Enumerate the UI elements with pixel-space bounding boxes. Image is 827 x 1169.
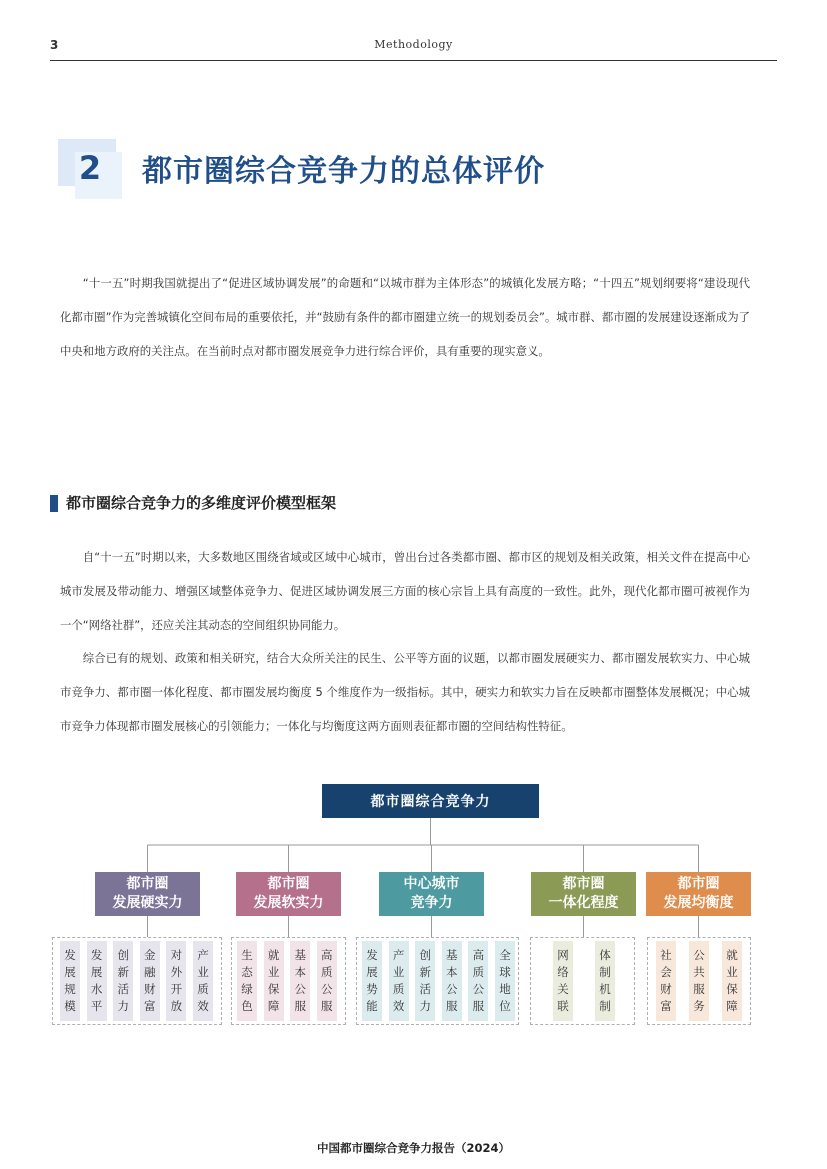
category-box	[646, 872, 751, 916]
category-label-line1: 中心城市	[403, 876, 460, 892]
chapter-number: 2	[78, 149, 102, 187]
indicator-label: 社会财富	[660, 948, 672, 1013]
indicator-item	[553, 941, 573, 1021]
chapter-title: 都市圈综合竞争力的总体评价	[142, 154, 545, 189]
indicator-item	[264, 941, 284, 1021]
indicator-group	[647, 937, 751, 1025]
running-title: Methodology	[374, 38, 453, 51]
indicator-label: 体制机制	[599, 948, 611, 1013]
indicator-item	[317, 941, 337, 1021]
category-label-line2: 发展均衡度	[663, 895, 734, 911]
indicator-label: 创新活力	[419, 948, 431, 1013]
indicator-label: 全球地位	[499, 948, 511, 1013]
intro-paragraph: “十一五”时期我国就提出了“促进区域协调发展”的命题和“以城市群为主体形态”的城镇化发展方略；“十四五”规划纲要将“建设现代化都市圈”作为完善城镇化空间布局的重要依托，并“鼓励有条件的都市圈建立统一的规划委员会”。城市群、都市圈的发展建设逐渐成为了中央和地方政府的关注点。在当前时点对都市圈发展竞争力进行综合评价，具有重要的现实意义。	[60, 276, 750, 358]
indicator-item	[656, 941, 676, 1021]
indicator-label: 对外开放	[170, 948, 183, 1013]
category-label-line2: 一体化程度	[548, 895, 619, 911]
indicator-group	[231, 937, 346, 1025]
section-paragraph-1: 自“十一五”时期以来，大多数地区围绕省域或区域中心城市，曾出台过各类都市圈、都市区的规划及相关政策，相关文件在提高中心城市发展及带动能力、增强区域整体竞争力、促进区域协调发展三方面的核心宗旨上具有高度的一致性。此外，现代化都市圈可被视作为一个“网络社群”，还应关注其动态的空间组织协同能力。	[60, 550, 750, 632]
category-box	[531, 872, 636, 916]
page-footer: 中国都市圈综合竞争力报告（2024）	[316, 1141, 510, 1155]
indicator-label: 网络关联	[557, 948, 569, 1013]
indicator-label: 发展势能	[366, 948, 378, 1013]
indicator-item	[113, 941, 133, 1021]
indicator-label: 基本公服	[446, 948, 458, 1013]
indicator-label: 创新活力	[117, 948, 129, 1013]
indicator-item	[689, 941, 709, 1021]
indicator-group	[530, 937, 635, 1025]
indicator-label: 就业保障	[267, 948, 280, 1013]
indicator-item	[166, 941, 186, 1021]
section-paragraph-2: 综合已有的规划、政策和相关研究，结合大众所关注的民生、公平等方面的议题，以都市圈发展硬实力、都市圈发展软实力、中心城市竞争力、都市圈一体化程度、都市圈发展均衡度 5 个维度作为一级指标。其中，硬实力和软实力旨在反映都市圈整体发展概况；中心城市竞争力体现都市圈发展核心的引领能力；一体化与均衡度这两方面则表征都市圈的空间结构性特征。	[60, 651, 750, 733]
indicator-item	[87, 941, 107, 1021]
category-box	[379, 872, 484, 916]
indicator-item	[722, 941, 742, 1021]
indicator-label: 金融财富	[144, 948, 156, 1013]
indicator-item	[389, 941, 409, 1021]
category-label-line2: 发展软实力	[253, 895, 324, 911]
indicator-label: 公共服务	[693, 948, 705, 1013]
page-number: 3	[50, 38, 59, 52]
indicator-item	[290, 941, 310, 1021]
indicator-label: 高质公服	[472, 948, 485, 1013]
category-label-line1: 都市圈	[126, 876, 169, 892]
section-marker	[50, 495, 58, 512]
category-label-line1: 都市圈	[562, 876, 605, 892]
indicator-item	[495, 941, 515, 1021]
diagram-root-box: 都市圈综合竞争力	[322, 784, 539, 818]
indicator-label: 发展规模	[64, 948, 76, 1013]
indicator-label: 就业保障	[726, 948, 738, 1013]
category-label-line1: 都市圈	[267, 876, 310, 892]
indicator-label: 产业质效	[197, 948, 209, 1013]
category-label-line2: 发展硬实力	[112, 895, 183, 911]
indicator-group	[52, 937, 222, 1025]
category-box	[95, 872, 200, 916]
indicator-item	[193, 941, 213, 1021]
indicator-item	[362, 941, 382, 1021]
page-header	[50, 36, 777, 61]
category-label-line1: 都市圈	[677, 876, 720, 892]
indicator-label: 高质公服	[321, 948, 333, 1013]
indicator-item	[595, 941, 615, 1021]
indicator-label: 产业质效	[392, 948, 405, 1013]
indicator-item	[468, 941, 488, 1021]
category-label-line2: 竞争力	[410, 895, 453, 911]
indicator-group	[356, 937, 519, 1025]
indicator-item	[442, 941, 462, 1021]
indicator-item	[140, 941, 160, 1021]
indicator-item	[60, 941, 80, 1021]
indicator-item	[237, 941, 257, 1021]
category-box	[236, 872, 341, 916]
indicator-label: 生态绿色	[241, 948, 253, 1013]
section-title: 都市圈综合竞争力的多维度评价模型框架	[66, 494, 337, 512]
indicator-label: 基本公服	[294, 948, 306, 1013]
indicator-label: 发展水平	[90, 948, 103, 1013]
indicator-item	[415, 941, 435, 1021]
